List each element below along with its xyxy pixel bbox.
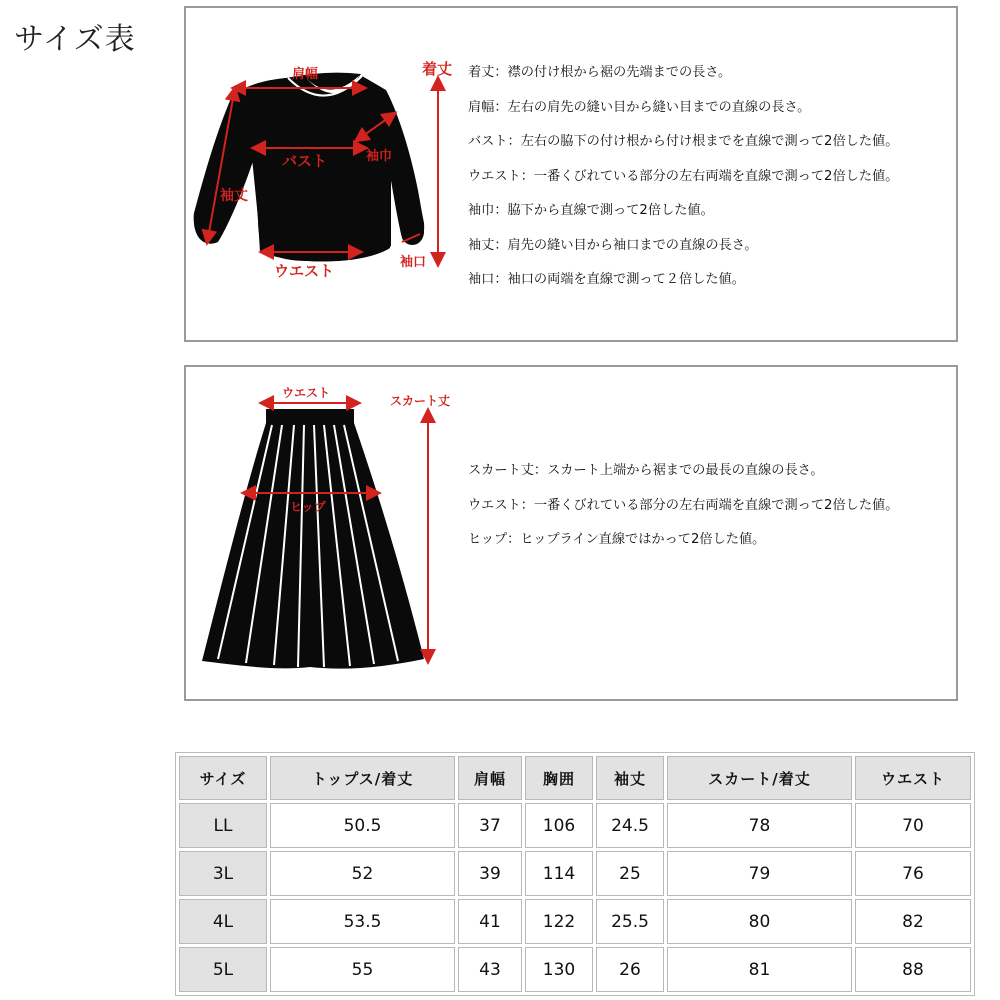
label-sleeve-length: 袖丈 <box>220 188 248 204</box>
cell-waist: 82 <box>855 899 971 944</box>
header-sleeve: 袖丈 <box>596 756 664 800</box>
table-row <box>179 899 971 944</box>
cell-skirt-length: 78 <box>667 803 852 848</box>
cell-tops-length: 50.5 <box>270 803 455 848</box>
desc-bust: バスト：左右の脇下の付け根から付け根までを直線で測って2倍した値。 <box>468 134 899 149</box>
cell-skirt-length: 79 <box>667 851 852 896</box>
desc-cuff: 袖口：袖口の両端を直線で測って２倍した値。 <box>468 272 745 287</box>
label-cuff: 袖口 <box>400 255 427 270</box>
cell-size: 4L <box>179 899 267 944</box>
desc-shoulder: 肩幅：左右の肩先の縫い目から縫い目までの直線の長さ。 <box>468 99 811 115</box>
label-length: 着丈 <box>422 60 453 78</box>
header-shoulder: 肩幅 <box>458 756 522 800</box>
desc-sleeve-width: 袖巾：脇下から直線で測って2倍した値。 <box>468 203 714 218</box>
header-waist: ウエスト <box>855 756 971 800</box>
size-table <box>175 752 975 996</box>
desc-skirt-waist: ウエスト：一番くびれている部分の左右両端を直線で測って2倍した値。 <box>468 497 899 513</box>
page-title: サイズ表 <box>14 22 136 57</box>
desc-sleeve-length: 袖丈：肩先の縫い目から袖口までの直線の長さ。 <box>468 237 758 253</box>
label-skirt-waist: ウエスト <box>282 386 331 400</box>
cell-shoulder: 37 <box>458 803 522 848</box>
skirt-waistband <box>266 409 354 423</box>
table-row <box>179 851 971 896</box>
label-waist: ウエスト <box>274 262 335 280</box>
cell-tops-length: 55 <box>270 947 455 992</box>
desc-skirt-length: スカート丈：スカート上端から裾までの最長の直線の長さ。 <box>468 463 824 478</box>
label-shoulder: 肩幅 <box>292 67 319 82</box>
cell-chest: 130 <box>525 947 593 992</box>
desc-waist: ウエスト：一番くびれている部分の左右両端を直線で測って2倍した値。 <box>468 168 899 184</box>
header-size: サイズ <box>179 756 267 800</box>
cell-sleeve: 25.5 <box>596 899 664 944</box>
cell-waist: 70 <box>855 803 971 848</box>
label-sleeve-width: 袖巾 <box>366 149 393 164</box>
cell-size: 5L <box>179 947 267 992</box>
cell-tops-length: 53.5 <box>270 899 455 944</box>
skirt-diagram-panel <box>184 365 958 701</box>
skirt-descriptions <box>468 454 898 558</box>
cell-shoulder: 43 <box>458 947 522 992</box>
cell-shoulder: 39 <box>458 851 522 896</box>
cell-size: LL <box>179 803 267 848</box>
cell-skirt-length: 80 <box>667 899 852 944</box>
cell-sleeve: 25 <box>596 851 664 896</box>
cell-chest: 106 <box>525 803 593 848</box>
table-header-row <box>179 756 971 800</box>
table-row <box>179 947 971 992</box>
cell-shoulder: 41 <box>458 899 522 944</box>
label-hip: ヒップ <box>290 500 326 514</box>
cell-chest: 114 <box>525 851 593 896</box>
cell-sleeve: 24.5 <box>596 803 664 848</box>
cell-waist: 88 <box>855 947 971 992</box>
desc-hip: ヒップ：ヒップライン直線ではかって2倍した値。 <box>468 532 766 547</box>
label-skirt-length: スカート丈 <box>390 394 451 408</box>
header-tops-length: トップス/着丈 <box>270 756 455 800</box>
cell-size: 3L <box>179 851 267 896</box>
label-bust: バスト <box>282 152 328 170</box>
cell-sleeve: 26 <box>596 947 664 992</box>
cell-waist: 76 <box>855 851 971 896</box>
table-row <box>179 803 971 848</box>
tops-diagram-panel <box>184 6 958 342</box>
header-skirt-length: スカート/着丈 <box>667 756 852 800</box>
desc-length: 着丈：襟の付け根から裾の先端までの長さ。 <box>468 65 732 80</box>
tops-descriptions <box>468 56 898 298</box>
cell-skirt-length: 81 <box>667 947 852 992</box>
cell-chest: 122 <box>525 899 593 944</box>
header-chest: 胸囲 <box>525 756 593 800</box>
cell-tops-length: 52 <box>270 851 455 896</box>
